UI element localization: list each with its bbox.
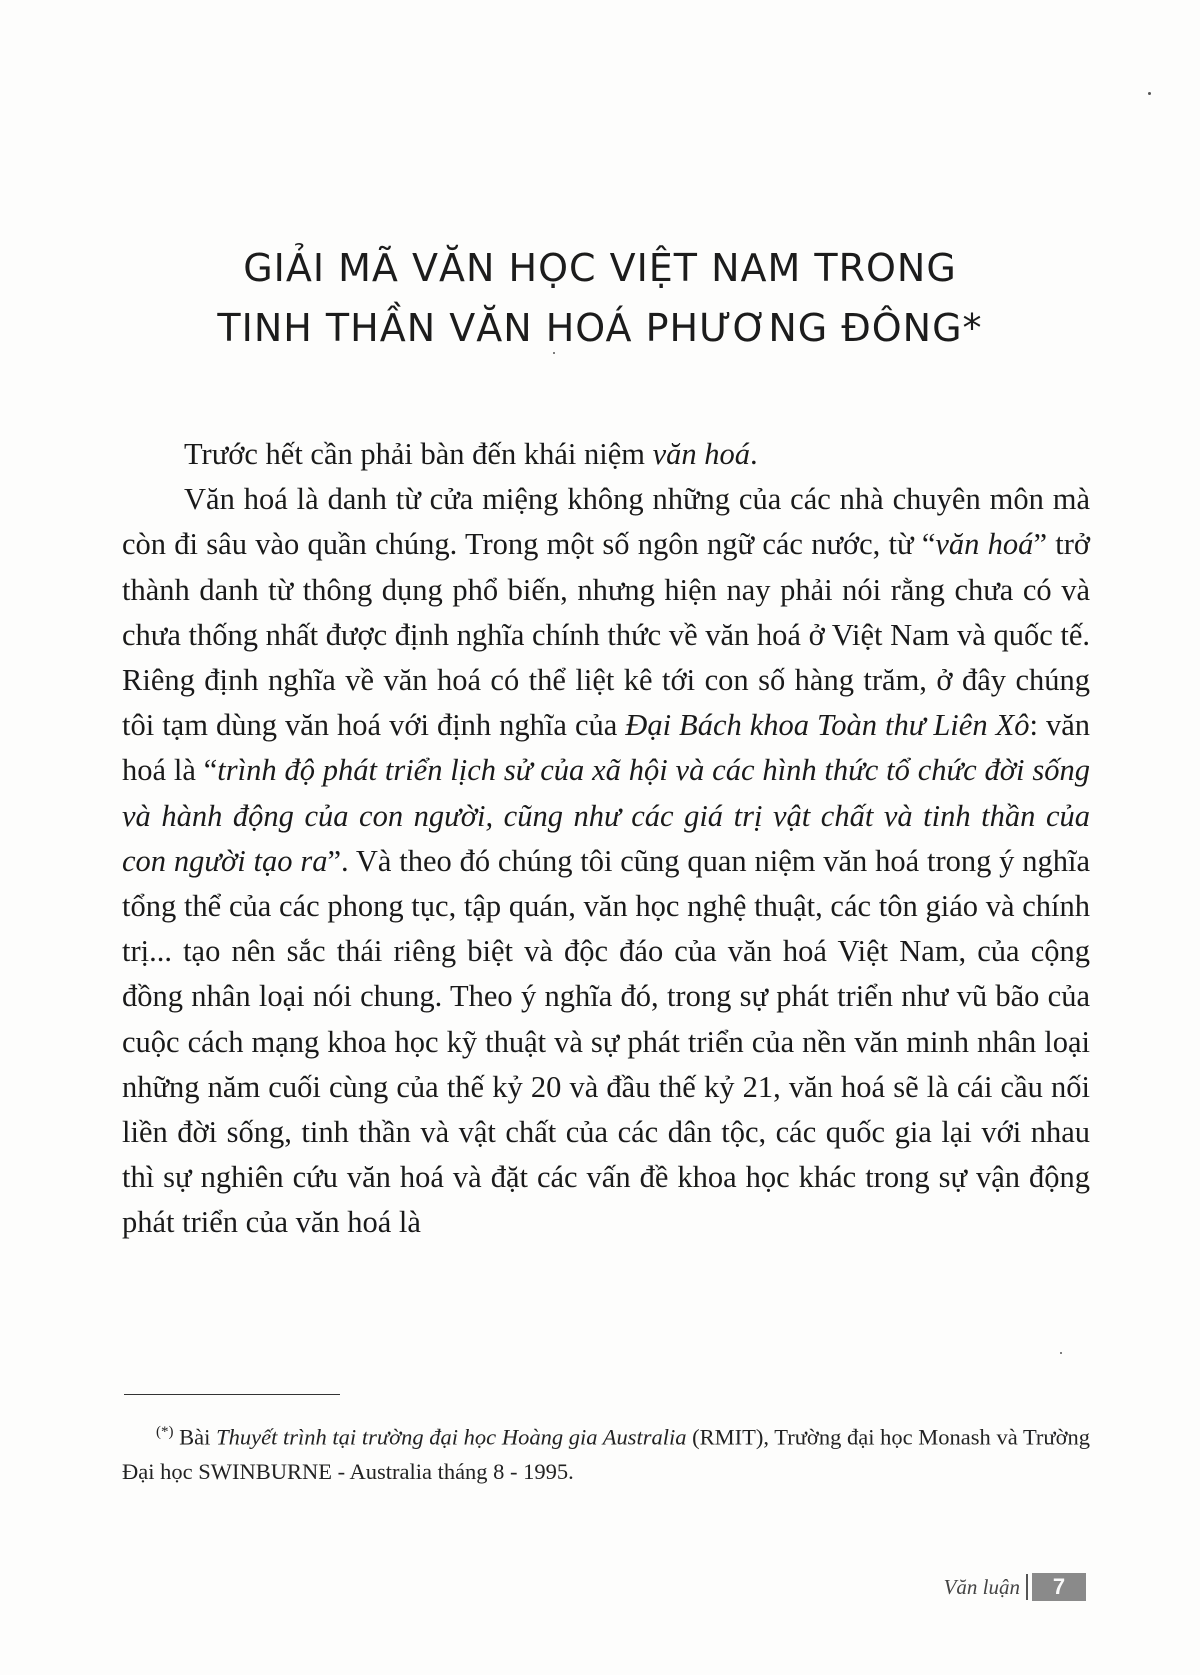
body-text bbox=[122, 432, 1090, 1246]
paragraph-2-emphasis-3: trình độ phát triển lịch sử của xã hội và các hình thức tổ chức đời sống và hành động của con người, cũng như các giá trị vật chất và tinh thần của con người tạo ra bbox=[122, 753, 1090, 878]
footnote-emphasis: Thuyết trình tại trường đại học Hoàng gia Australia bbox=[216, 1424, 687, 1450]
paragraph-2-text-3: : văn hoá là “ bbox=[122, 708, 1090, 788]
paragraph-2-emphasis-2: Đại Bách khoa Toàn thư Liên Xô bbox=[625, 708, 1030, 743]
footnote bbox=[122, 1415, 1090, 1489]
footnote-mark: (*) bbox=[156, 1424, 174, 1440]
footnote-text-2: (RMIT), Trường đại học Monash và Trường Đại học SWINBURNE - Australia tháng 8 - 1995. bbox=[122, 1424, 1090, 1484]
paragraph-2 bbox=[122, 477, 1090, 1245]
paragraph-1-text: Trước hết cần phải bàn đến khái niệm bbox=[184, 437, 653, 471]
chapter-title bbox=[150, 238, 1050, 358]
page-number: 7 bbox=[1032, 1573, 1086, 1601]
paragraph-2-emphasis-1: văn hoá bbox=[935, 527, 1034, 562]
paragraph-2-text-2: ” trở thành danh từ thông dụng phổ biến, nhưng hiện nay phải nói rằng chưa có và chưa thống nhất được định nghĩa chính thức về văn hoá ở Việt Nam và quốc tế. Riêng định nghĩa về văn hoá có thể liệt kê tới con số hàng trăm, ở đây chúng tôi tạm dùng văn hoá với định nghĩa của bbox=[122, 527, 1090, 743]
paragraph-1 bbox=[122, 432, 1090, 477]
scan-speck bbox=[1148, 92, 1151, 95]
page-footer bbox=[944, 1572, 1086, 1602]
chapter-title-line-2: TINH THẦN VĂN HOÁ PHƯƠNG ĐÔNG* bbox=[217, 306, 983, 350]
running-head: Văn luận bbox=[944, 1574, 1028, 1600]
paragraph-1-emphasis: văn hoá bbox=[652, 437, 751, 471]
scan-speck bbox=[553, 352, 555, 354]
paragraph-2-text-1: Văn hoá là danh từ cửa miệng không những của các nhà chuyên môn mà còn đi sâu vào quần chúng. Trong một số ngôn ngữ các nước, từ “ bbox=[122, 482, 1090, 562]
footnote-text-1: Bài bbox=[173, 1424, 217, 1450]
footnote-divider bbox=[124, 1394, 340, 1395]
paragraph-1-end: . bbox=[750, 437, 758, 471]
paragraph-2-text-4: ”. Và theo đó chúng tôi cũng quan niệm văn hoá trong ý nghĩa tổng thể của các phong tục, tập quán, văn học nghệ thuật, các tôn giáo và chính trị... tạo nên sắc thái riêng biệt và độc đáo của văn hoá Việt Nam, của cộng đồng nhân loại nói chung. Theo ý nghĩa đó, trong sự phát triển như vũ bão của cuộc cách mạng khoa học kỹ thuật và sự phát triển của nền văn minh nhân loại những năm cuối cùng của thế kỷ 20 và đầu thế kỷ 21, văn hoá sẽ là cái cầu nối liền đời sống, tinh thần và vật chất của các dân tộc, các quốc gia lại với nhau thì sự nghiên cứu văn hoá và đặt các vấn đề khoa học khác trong sự vận động phát triển của văn hoá là bbox=[122, 843, 1090, 1240]
chapter-title-line-1: GIẢI MÃ VĂN HỌC VIỆT NAM TRONG bbox=[243, 246, 957, 290]
scan-speck bbox=[1060, 1352, 1062, 1354]
